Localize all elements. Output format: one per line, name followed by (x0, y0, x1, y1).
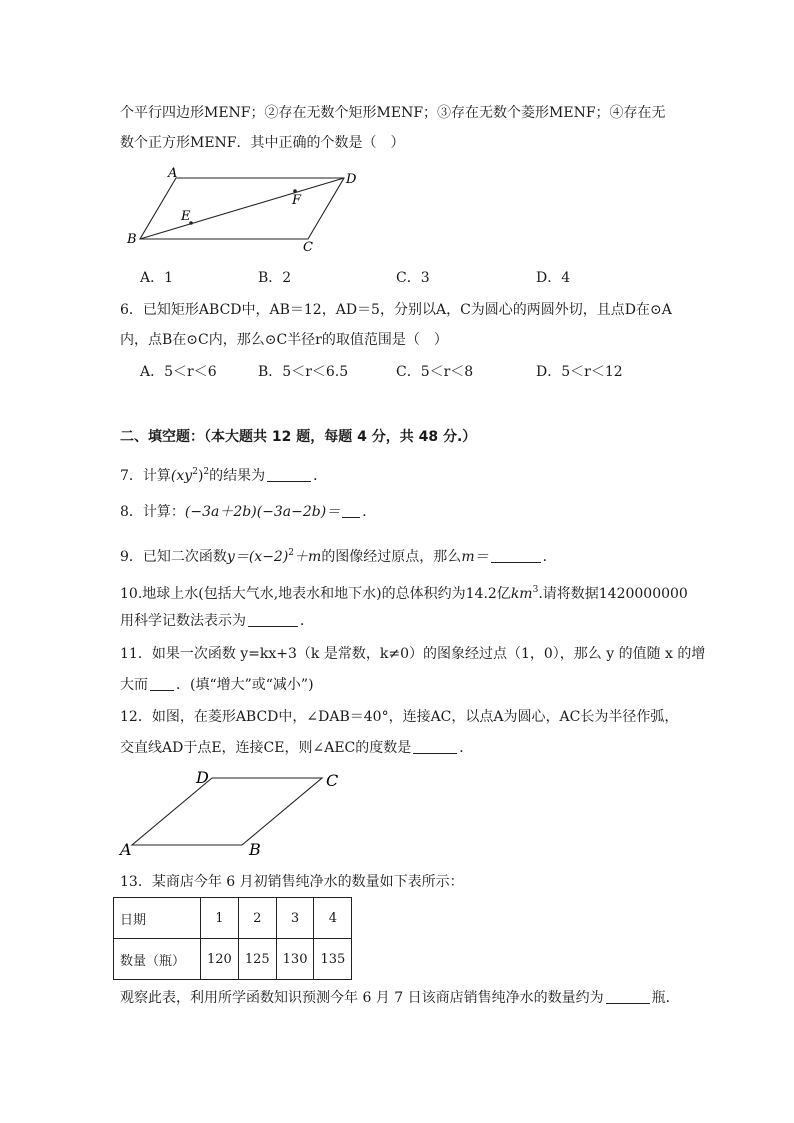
q5-parallelogram-figure (118, 163, 368, 255)
q8-pre: 8．计算： (120, 504, 185, 520)
q12-label-c: C (326, 771, 339, 790)
table-cell-date-label: 日期 (114, 898, 201, 939)
q7-answer-blank[interactable] (267, 467, 311, 482)
q5-text-line2: 数个正方形MENF．其中正确的个数是（ ） (120, 135, 405, 151)
q5-option-a[interactable]: A．1 (140, 270, 174, 286)
table-cell: 4 (314, 898, 352, 939)
q5-option-d[interactable]: D．4 (536, 270, 571, 286)
q12-rhombus-figure (112, 765, 352, 860)
q5-label-c: C (303, 240, 313, 255)
q13-answer-blank[interactable] (606, 989, 650, 1004)
q7-exp1: 2 (192, 467, 198, 477)
q10-text-line1 (120, 580, 688, 604)
q10-line1a: 10.地球上水(包括大气水,地表水和地下水)的总体积约为14.2亿 (120, 586, 511, 602)
q8-expr: (−3a＋2b)(−3a−2b)＝ (184, 504, 341, 520)
q7-pre: 7．计算 (120, 468, 171, 484)
q10-line2: 用科学记数法表示为 (120, 613, 246, 629)
q13-text-after (120, 988, 680, 1008)
q8-text: 8．计算：(−3a＋2b)(−3a−2b)＝ ． (120, 504, 377, 520)
q5-text-line1: 个平行四边形MENF；②存在无数个矩形MENF；③存在无数个菱形MENF；④存在无 (120, 105, 666, 121)
q5-label-e: E (181, 209, 191, 224)
q11-line2a: 大而 (120, 677, 148, 693)
q7-text: 7．计算$(xy^2)^2$的结果为 ． (120, 467, 328, 484)
q10-text-line2: 用科学记数法表示为 ． (120, 613, 314, 629)
q9-answer-blank[interactable] (491, 548, 541, 563)
q5-label-d: D (346, 172, 357, 187)
q9-mid: 的图像经过原点，那么 (321, 549, 462, 565)
q12-text-line1: 12．如图，在菱形ABCD中，∠DAB＝40°，连接AC，以点A为圆心，AC长为半径作弧， (120, 709, 679, 725)
q9-pre: 9．已知二次函数 (120, 549, 227, 565)
q11-text-line2 (120, 675, 314, 695)
q6-option-b[interactable]: B．5＜r＜6.5 (258, 364, 349, 380)
q5-label-b: B (127, 232, 137, 247)
q12-label-a: A (120, 840, 132, 859)
q13-after-a: 观察此表，利用所学函数知识预测今年 6 月 7 日该商店销售纯净水的数量约为 (120, 990, 604, 1006)
q6-option-a[interactable]: A．5＜r＜6 (140, 364, 217, 380)
table-cell: 2 (238, 898, 276, 939)
section-2-title: 二、填空题：（本大题共 12 题，每题 4 分，共 48 分.） (120, 429, 477, 445)
table-cell: 1 (201, 898, 239, 939)
q10-unit: km (510, 586, 533, 602)
q7-post: 的结果为 (209, 468, 266, 484)
table-cell-quantity-label: 数量（瓶） (114, 939, 201, 980)
q7-expr: (xy (170, 468, 193, 484)
q13-intro: 13．某商店今年 6 月初销售纯净水的数量如下表所示： (120, 874, 464, 890)
q12-text-line2: 交直线AD于点E，连接CE，则∠AEC的度数是 ． (120, 740, 474, 756)
q5-label-a: A (168, 166, 178, 181)
q6-option-d[interactable]: D．5＜r＜12 (536, 364, 623, 380)
table-row (114, 898, 352, 939)
q5-option-c[interactable]: C．3 (396, 270, 430, 286)
q7-exp2: 2 (203, 467, 210, 477)
table-row (114, 939, 352, 980)
q12-line2: 交直线AD于点E，连接CE，则∠AEC的度数是 (120, 740, 412, 756)
table-cell: 130 (276, 939, 314, 980)
q9-expr: y＝(x−2) (226, 549, 289, 565)
q12-label-b: B (249, 840, 261, 859)
q12-label-d: D (196, 768, 209, 787)
table-cell: 3 (276, 898, 314, 939)
q9-expr2: ＋m (294, 549, 322, 565)
q6-option-c[interactable]: C．5＜r＜8 (396, 364, 474, 380)
q6-text-line2: 内，点B在⊙C内，那么⊙C半径r的取值范围是（ ） (120, 332, 448, 348)
table-cell: 120 (201, 939, 239, 980)
q13-data-table (113, 897, 352, 980)
q11-text-line1: 11．如果一次函数 y=kx+3（k 是常数，k≠0）的图象经过点（1，0），那么 y 的值随 x 的增 (120, 646, 706, 662)
q10-answer-blank[interactable] (248, 612, 298, 627)
q10-unit-exp: 3 (532, 585, 539, 595)
q5-label-f: F (292, 193, 302, 208)
q5-option-b[interactable]: B．2 (258, 270, 292, 286)
q6-text-line1: 6．已知矩形ABCD中，AB＝12，AD＝5，分别以A，C为圆心的两圆外切，且点D在⊙A (120, 302, 672, 318)
q9-exp: 2 (288, 548, 295, 558)
q11-answer-blank[interactable] (150, 676, 174, 691)
q9-text: 9．已知二次函数$y=(x-2)^2+m$的图像经过原点，那么m＝ ． (120, 548, 557, 565)
table-cell: 125 (238, 939, 276, 980)
q8-answer-blank[interactable] (342, 503, 360, 518)
q12-answer-blank[interactable] (413, 739, 457, 754)
q11-line2b: ．(填“增大”或“减小”) (176, 677, 314, 693)
q9-m: m＝ (461, 549, 489, 565)
table-cell: 135 (314, 939, 352, 980)
q13-after-b: 瓶． (651, 990, 680, 1006)
q10-line1b: .请将数据1420000000 (538, 586, 688, 602)
q7-close: ) (197, 468, 204, 484)
